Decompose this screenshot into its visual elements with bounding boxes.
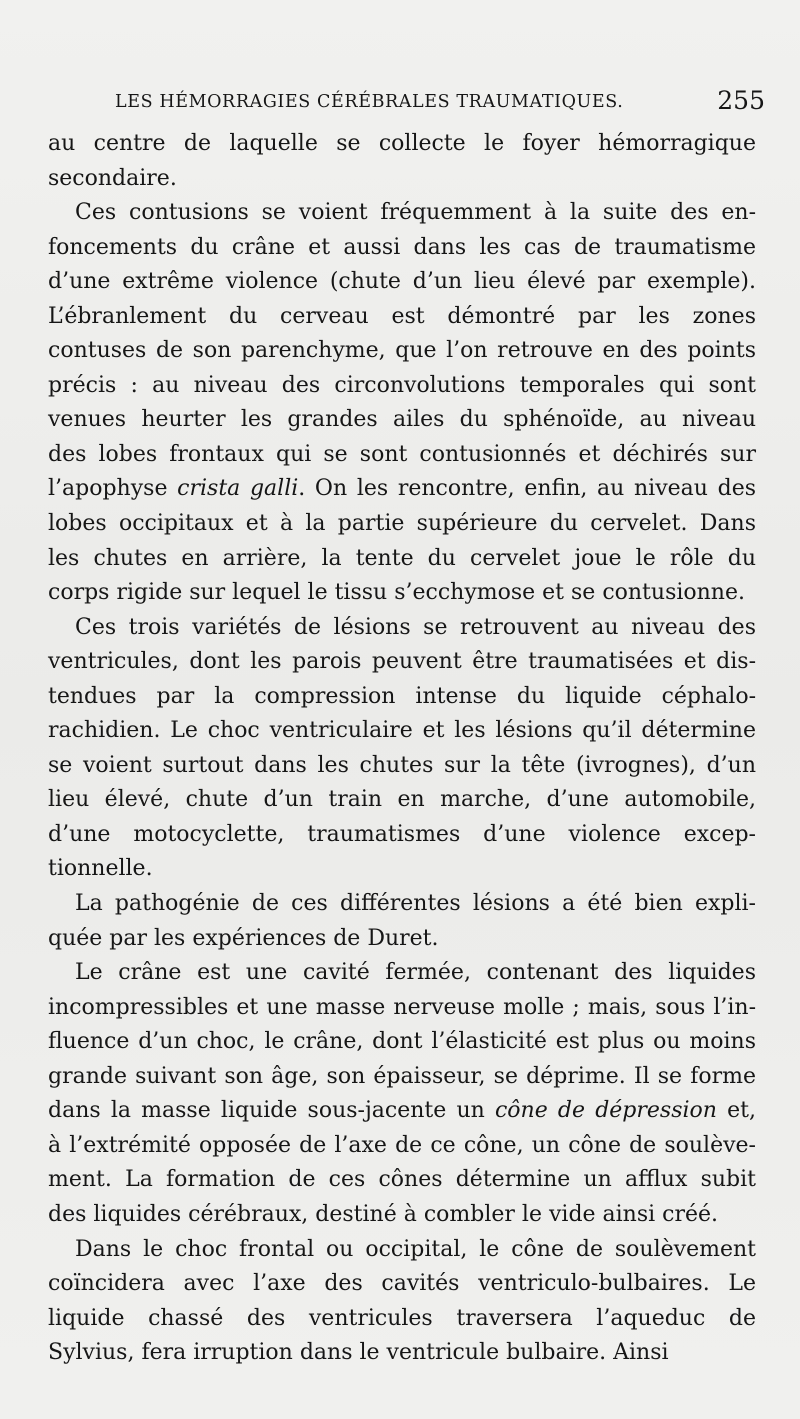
paragraph: [48, 611, 756, 887]
text-run: ment. La formation de ces cônes détermine un afflux subit: [48, 1167, 756, 1193]
text-line: [48, 852, 756, 887]
text-line: [48, 1336, 756, 1371]
text-run: venues heurter les grandes ailes du sphénoïde, au niveau: [48, 407, 756, 433]
text-line: [48, 818, 756, 853]
text-run: incompressibles et une masse nerveuse molle ; mais, sous l’in-: [48, 994, 756, 1020]
text-run: au centre de laquelle se collecte le foyer hémorragique: [48, 131, 756, 156]
text-run: d’une motocyclette, traumatismes d’une violence excep-: [48, 821, 756, 847]
text-run: corps rigide sur lequel le tissu s’ecchymose et se contusionne.: [48, 580, 745, 606]
text-line: [48, 542, 756, 577]
paragraph: [48, 196, 756, 611]
text-line: [48, 1302, 756, 1337]
text-run: des liquides cérébraux, destiné à combler le vide ainsi créé.: [48, 1201, 719, 1227]
text-run: les chutes en arrière, la tente du cervelet joue le rôle du: [48, 545, 756, 571]
text-line: [48, 645, 756, 680]
text-line: [48, 680, 756, 715]
text-line: [48, 334, 756, 369]
text-line: [48, 887, 756, 922]
text-run: grande suivant son âge, son épaisseur, se déprime. Il se forme: [48, 1063, 756, 1089]
text-run: liquide chassé des ventricules traversera l’aqueduc de: [48, 1305, 756, 1331]
text-line: [48, 1198, 756, 1233]
text-run: Ces contusions se voient fréquemment à la suite des en-: [75, 200, 756, 226]
text-run: quée par les expériences de Duret.: [48, 925, 439, 951]
text-run: Ces trois variétés de lésions se retrouvent au niveau des: [75, 614, 756, 640]
text-line: [48, 991, 756, 1026]
text-line: [48, 1267, 756, 1302]
page-header: [115, 86, 765, 118]
text-line: [48, 714, 756, 749]
text-run: contuses de son parenchyme, que l’on retrouve en des points: [48, 338, 756, 364]
text-run: Le crâne est une cavité fermée, contenant des liquides: [75, 960, 756, 986]
text-run: foncements du crâne et aussi dans les cas de traumatisme: [48, 234, 756, 260]
text-run: rachidien. Le choc ventriculaire et les lésions qu’il détermine: [48, 718, 756, 744]
text-line: [48, 300, 756, 335]
text-run: ventricules, dont les parois peuvent être traumatisées et dis-: [48, 649, 756, 675]
text-line: [48, 369, 756, 404]
text-line: [48, 611, 756, 646]
text-run: se voient surtout dans les chutes sur la tête (ivrognes), d’un: [48, 752, 756, 778]
text-line: [48, 127, 756, 162]
text-run: précis : au niveau des circonvolutions temporales qui sont: [48, 372, 756, 398]
text-line: [48, 1163, 756, 1198]
text-line: [48, 265, 756, 300]
paragraph: [48, 127, 756, 196]
text-run: tionnelle.: [48, 856, 153, 882]
text-run: lobes occipitaux et à la partie supérieure du cervelet. Dans: [48, 511, 756, 537]
text-run: Dans le choc frontal ou occipital, le cône de soulèvement: [75, 1236, 756, 1262]
text-run: dans la masse liquide sous-jacente un: [48, 1098, 495, 1124]
text-run: d’une extrême violence (chute d’un lieu élevé par exemple).: [48, 269, 756, 295]
text-run: coïncidera avec l’axe des cavités ventriculo-bulbaires. Le: [48, 1271, 756, 1297]
body-text: [48, 127, 756, 1371]
paragraph: [48, 1233, 756, 1371]
text-line: [48, 438, 756, 473]
text-run: Sylvius, fera irruption dans le ventricule bulbaire. Ainsi: [48, 1340, 669, 1366]
text-line: [48, 472, 756, 507]
text-run: secondaire.: [48, 165, 177, 191]
text-run: L’ébranlement du cerveau est démontré par les zones: [48, 303, 756, 329]
text-run: tendues par la compression intense du liquide céphalo-: [48, 683, 756, 709]
text-run: . On les rencontre, enfin, au niveau des: [298, 476, 757, 502]
text-line: [48, 576, 756, 611]
text-run: à l’extrémité opposée de l’axe de ce cône, un cône de soulève-: [48, 1132, 756, 1158]
text-run: lieu élevé, chute d’un train en marche, d’une automobile,: [48, 787, 756, 813]
text-line: [48, 749, 756, 784]
italic-term: crista galli: [177, 476, 299, 502]
paragraph: [48, 956, 756, 1232]
text-line: [48, 162, 756, 197]
text-line: [48, 1060, 756, 1095]
page-number: 255: [717, 86, 765, 115]
text-line: [48, 1129, 756, 1164]
text-line: [48, 1233, 756, 1268]
paragraph: [48, 887, 756, 956]
text-run: La pathogénie de ces différentes lésions a été bien expli-: [75, 891, 756, 917]
text-line: [48, 231, 756, 266]
italic-term: cône de dépression: [494, 1098, 717, 1124]
text-line: [48, 1025, 756, 1060]
text-run: fluence d’un choc, le crâne, dont l’élasticité est plus ou moins: [48, 1029, 756, 1055]
text-run: l’apophyse: [48, 476, 178, 502]
text-run: et,: [716, 1098, 756, 1124]
text-line: [48, 403, 756, 438]
text-line: [48, 1094, 756, 1129]
text-line: [48, 922, 756, 957]
text-line: [48, 507, 756, 542]
text-line: [48, 956, 756, 991]
text-line: [48, 196, 756, 231]
text-run: des lobes frontaux qui se sont contusionnés et déchirés sur: [48, 441, 756, 467]
running-title: LES HÉMORRAGIES CÉRÉBRALES TRAUMATIQUES.: [115, 92, 624, 112]
text-line: [48, 783, 756, 818]
